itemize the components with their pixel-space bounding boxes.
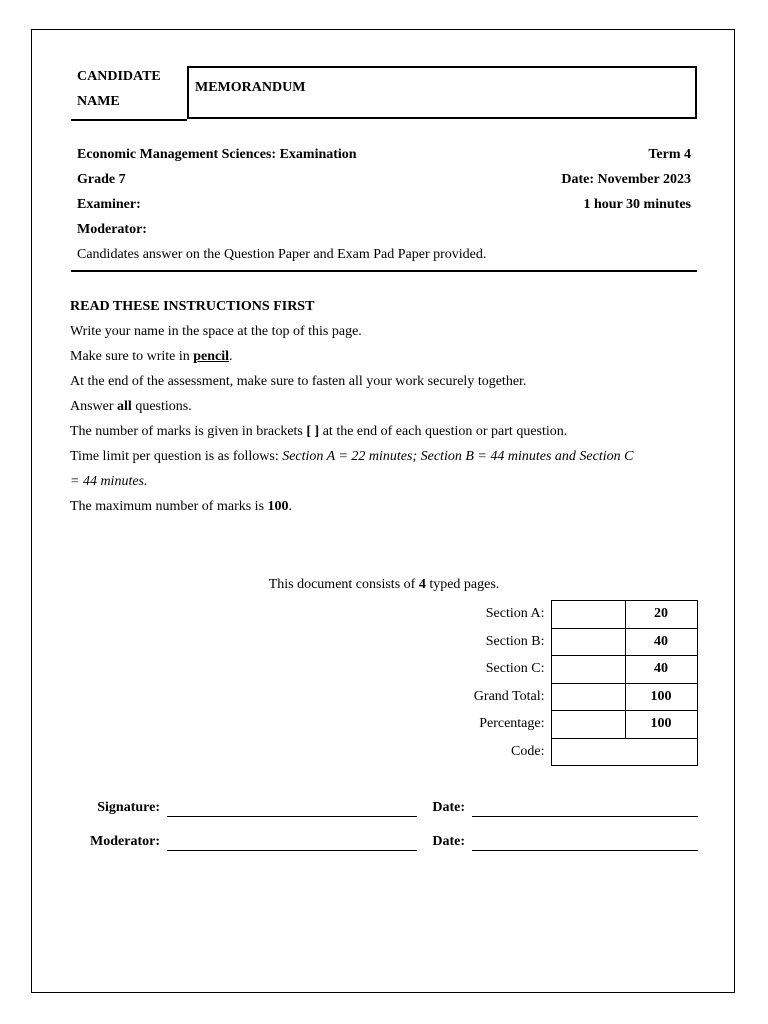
text: The maximum number of marks is [70,499,268,514]
row-label: Code: [511,743,545,759]
emphasis-pencil: pencil [193,349,230,364]
header-row-subject [77,145,691,165]
text: . [288,499,293,514]
moderator-date-label: Date: [432,834,465,849]
marks-table [440,600,698,766]
signature-date-line[interactable] [472,816,698,817]
score-cell[interactable] [551,656,625,684]
text: Make sure to write in [70,349,194,364]
table-row [440,601,697,629]
instructions-block [70,294,700,519]
emphasis-all: all [117,399,132,414]
exam-date: Date: November 2023 [561,172,691,187]
code-cell[interactable] [551,738,697,766]
table-row [440,711,697,739]
instruction-line [70,344,700,369]
text: at the end of each question or part question. [319,424,568,439]
header-row-examiner [77,195,691,215]
emphasis-brackets: [ ] [306,424,320,439]
total-cell: 100 [625,683,697,711]
row-label: Percentage: [479,716,545,732]
signature-date-label: Date: [432,800,465,815]
text: Answer [70,399,118,414]
row-label: Section A: [485,606,545,622]
grade-label: Grade 7 [77,172,126,187]
candidate-name-field[interactable] [187,66,697,119]
examiner-label: Examiner: [77,197,141,212]
candidate-name-value: MEMORANDUM [195,80,306,95]
instruction-line: Write your name in the space at the top of this page. [70,324,362,339]
header-row-moderator [77,220,691,240]
moderator-sign-label: Moderator: [90,834,160,849]
row-label: Section C: [485,661,545,677]
score-cell[interactable] [551,628,625,656]
exam-duration: 1 hour 30 minutes [583,197,691,212]
header-row-grade [77,170,691,190]
score-cell[interactable] [551,601,625,629]
moderator-date-line[interactable] [472,850,698,851]
table-row [440,738,697,766]
candidate-name-label [77,64,187,114]
row-label: Grand Total: [473,688,545,704]
table-row [440,683,697,711]
total-cell: 20 [625,601,697,629]
page-count: 4 [418,577,426,592]
text: The number of marks is given in brackets [70,424,307,439]
candidate-label-line2: NAME [77,94,120,109]
total-cell: 40 [625,628,697,656]
candidate-label-underline [71,119,187,121]
moderator-label: Moderator: [77,222,147,237]
answer-note: Candidates answer on the Question Paper and Exam Pad Paper provided. [77,247,487,262]
signature-label: Signature: [97,800,160,815]
total-cell: 100 [625,711,697,739]
text: . [229,349,233,364]
instructions-title: READ THESE INSTRUCTIONS FIRST [70,299,315,314]
total-cell: 40 [625,656,697,684]
page-count-note [0,575,768,595]
candidate-label-line1: CANDIDATE [77,69,161,84]
subject-title: Economic Management Sciences: Examination [77,147,357,162]
max-marks: 100 [267,499,289,514]
table-row [440,628,697,656]
term-label: Term 4 [648,147,691,162]
instruction-line [70,494,700,519]
text: This document consists of [268,577,419,592]
score-cell[interactable] [551,711,625,739]
text: questions. [131,399,192,414]
score-cell[interactable] [551,683,625,711]
instruction-line: = 44 minutes. [70,474,148,489]
instruction-line [70,444,700,469]
time-limits: Section A = 22 minutes; Section B = 44 minutes and Section C [282,449,634,464]
moderator-sign-line[interactable] [167,850,417,851]
instruction-line: At the end of the assessment, make sure to fasten all your work securely together. [70,374,527,389]
text: Time limit per question is as follows: [70,449,283,464]
signature-line[interactable] [167,816,417,817]
table-row [440,656,697,684]
header-divider [71,270,697,272]
text: typed pages. [425,577,500,592]
instruction-line [70,394,700,419]
row-label: Section B: [485,633,545,649]
instruction-line [70,419,700,444]
